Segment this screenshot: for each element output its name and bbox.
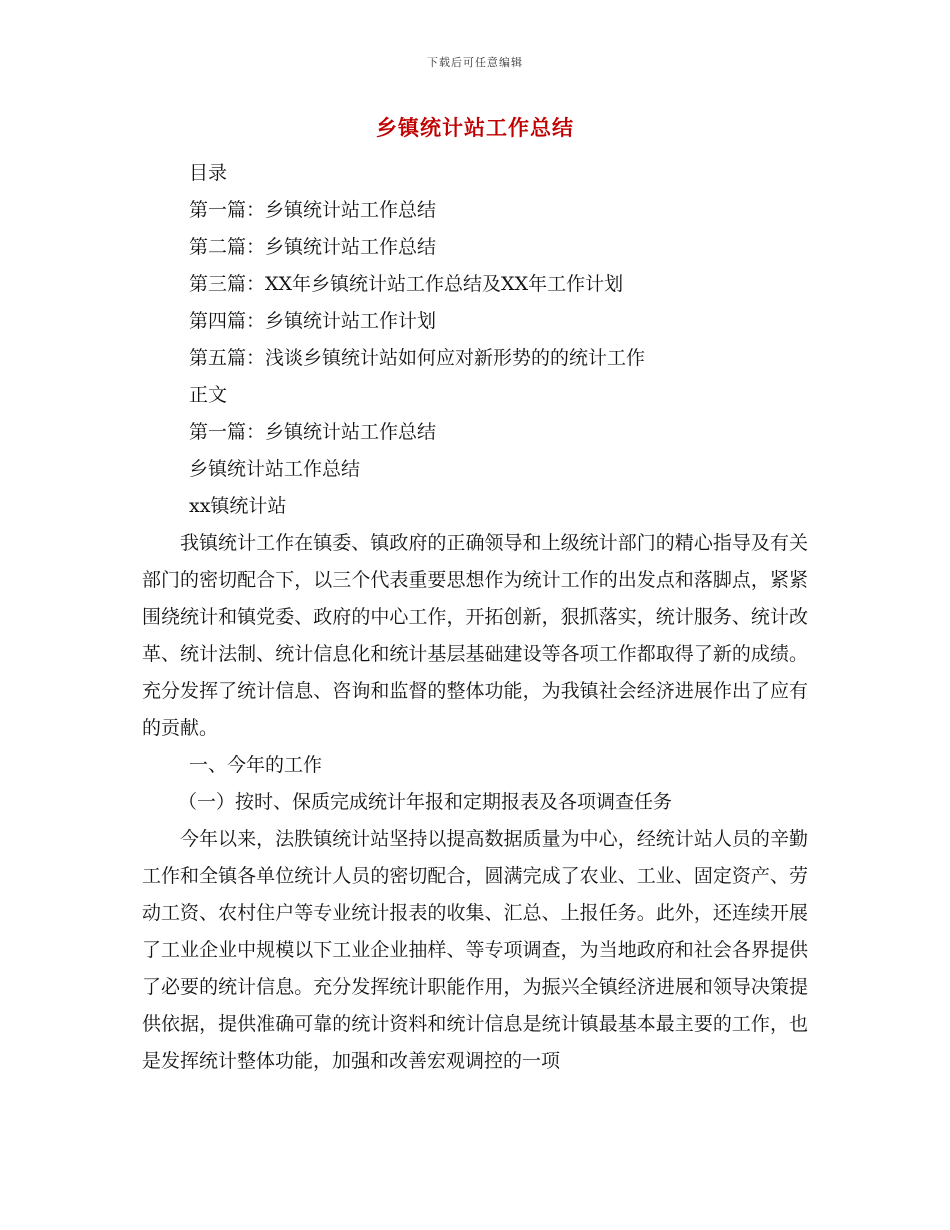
part-title: 第一篇：乡镇统计站工作总结 (189, 421, 437, 443)
document-body (142, 155, 808, 1080)
page-header: 下载后可任意编辑 (427, 56, 523, 69)
paragraph: 今年以来，法胅镇统计站坚持以提高数据质量为中心，经统计站人员的辛勤工作和全镇各单位统计人员的密切配合，圆满完成了农业、工业、固定资产、劳动工资、农村住户等专业统计报表的收集、汇总、上报任务。此外，还连续开展了工业企业中规模以下工业企业抽样、等专项调查，为当地政府和社会各界提供了必要的统计信息。充分发挥统计职能作用，为振兴全镇经济进展和领导决策提供依据，提供准确可靠的统计资料和统计信息是统计镇最基本最主要的工作，也是发挥统计整体功能，加强和改善宏观调控的一项 (142, 828, 808, 1072)
paragraph: 我镇统计工作在镇委、镇政府的正确领导和上级统计部门的精心指导及有关部门的密切配合下，以三个代表重要思想作为统计工作的出发点和落脚点，紧紧围绕统计和镇党委、政府的中心工作，开拓创新，狠抓落实，统计服务、统计改革、统计法制、统计信息化和统计基层基础建设等各项工作都取得了新的成绩。充分发挥了统计信息、咨询和监督的整体功能，为我镇社会经济进展作出了应有的贡献。 (142, 532, 808, 739)
toc-heading: 目录 (189, 162, 228, 184)
toc-item: 第一篇：乡镇统计站工作总结 (189, 199, 437, 221)
toc-item: 第二篇：乡镇统计站工作总结 (189, 236, 437, 258)
toc-item: 第三篇：XX年乡镇统计站工作总结及XX年工作计划 (189, 273, 624, 295)
section-heading: 一、今年的工作 (189, 754, 323, 776)
toc-item: 第四篇：乡镇统计站工作计划 (189, 310, 437, 332)
document-title: 乡镇统计站工作总结 (376, 116, 574, 140)
body-heading: 正文 (189, 384, 228, 406)
article-title: 乡镇统计站工作总结 (189, 458, 361, 480)
article-author: xx镇统计站 (189, 495, 287, 517)
subsection-heading: （一）按时、保质完成统计年报和定期报表及各项调查任务 (178, 791, 673, 813)
toc-item: 第五篇：浅谈乡镇统计站如何应对新形势的的统计工作 (189, 347, 646, 369)
